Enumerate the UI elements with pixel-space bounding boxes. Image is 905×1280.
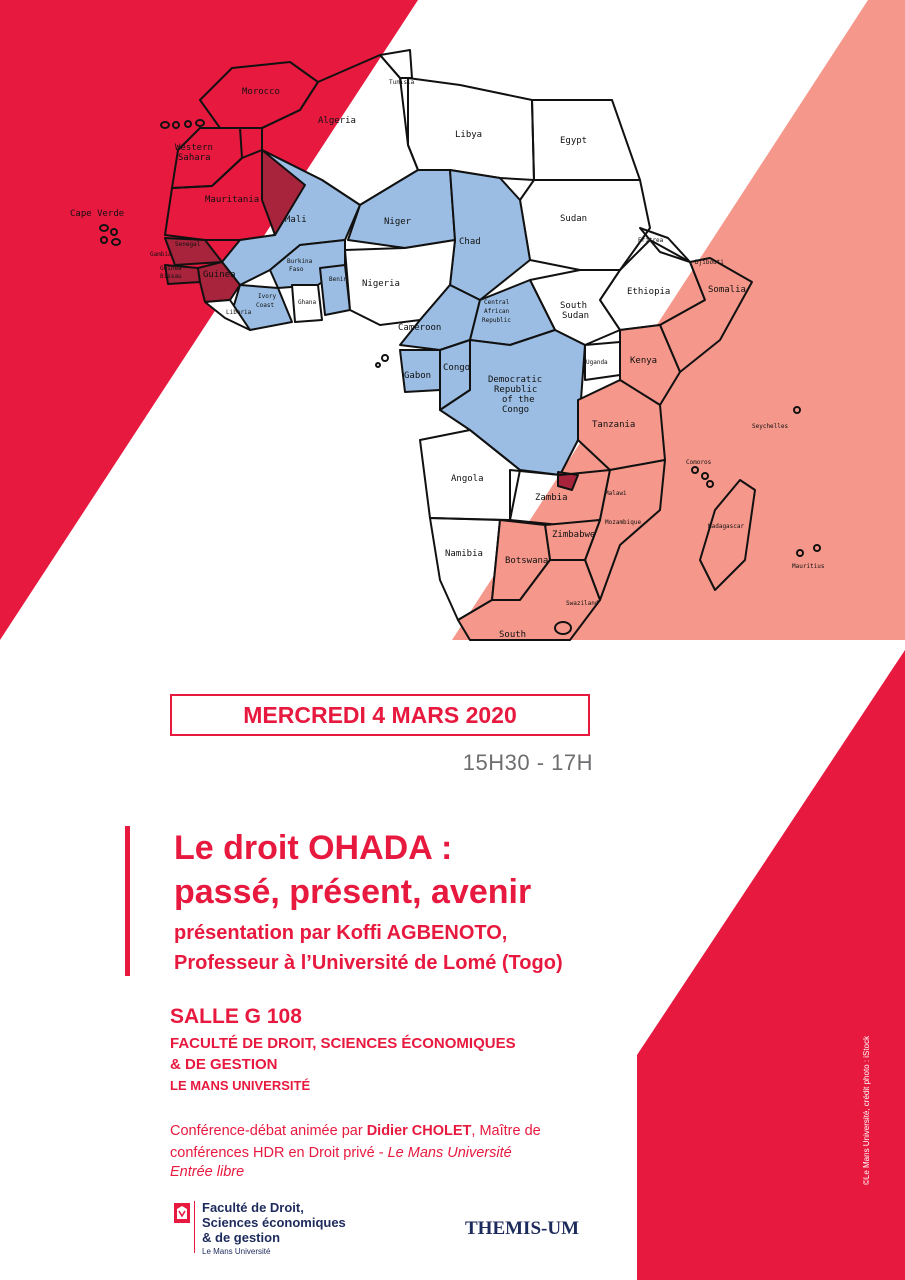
event-title <box>174 826 694 914</box>
room: SALLE G 108 <box>170 1005 302 1028</box>
label-chad: Chad <box>459 237 481 247</box>
title-line-1: Le droit OHADA : <box>174 829 453 867</box>
event-date-box <box>170 694 590 736</box>
entry-free: Entrée libre <box>170 1164 245 1180</box>
university-name: LE MANS UNIVERSITÉ <box>170 1078 311 1093</box>
label-eritrea: Eritrea <box>638 237 664 244</box>
themis-logo: THEMIS-UM <box>465 1218 579 1239</box>
label-mali: Mali <box>285 215 307 225</box>
label-gabon: Gabon <box>404 371 432 381</box>
faculty-name <box>170 1033 590 1075</box>
photo-credit: ©Le Mans Université, crédit photo : iStock <box>862 1035 871 1185</box>
label-cameroon: Cameroon <box>398 323 442 333</box>
label-somalia: Somalia <box>708 285 746 295</box>
logo-line-2: Sciences économiques <box>202 1215 346 1230</box>
label-djibouti: Djibouti <box>695 259 724 266</box>
label-guinea-bissau-2: Bissau <box>160 273 182 280</box>
label-guinea: Guinea <box>203 270 236 280</box>
label-swaziland: Swaziland <box>566 600 599 607</box>
label-drc-3: of the <box>502 395 535 405</box>
faculty-logo-icon <box>174 1201 190 1253</box>
label-malawi: Malawi <box>605 490 627 497</box>
label-drc-2: Republic <box>494 385 538 395</box>
event-time: 15H30 - 17H <box>462 750 593 775</box>
label-western-sahara-2: Sahara <box>178 153 211 163</box>
label-botswana: Botswana <box>505 556 549 566</box>
faculty-line-1: FACULTÉ DE DROIT, SCIENCES ÉCONOMIQUES <box>170 1035 516 1052</box>
presenter-line-2: Professeur à l’Université de Lomé (Togo) <box>174 952 563 974</box>
red-top-left-triangle <box>0 0 418 640</box>
label-seychelles: Seychelles <box>752 423 789 430</box>
label-nigeria: Nigeria <box>362 279 400 289</box>
label-western-sahara-1: Western <box>175 143 213 153</box>
label-cape-verde: Cape Verde <box>70 209 125 219</box>
label-zambia: Zambia <box>535 493 568 503</box>
label-south-sudan-1: South <box>560 301 588 311</box>
label-sudan: Sudan <box>560 214 588 224</box>
label-car-2: African <box>484 308 510 315</box>
label-mauritania: Mauritania <box>205 195 260 205</box>
label-congo: Congo <box>443 363 471 373</box>
label-ivory-1: Ivory <box>258 293 277 300</box>
label-south: South <box>499 630 527 640</box>
label-drc-4: Congo <box>502 405 530 415</box>
label-ethiopia: Ethiopia <box>627 287 671 297</box>
label-kenya: Kenya <box>630 356 658 366</box>
map-sudan <box>520 180 650 270</box>
map-tunisia <box>380 50 412 78</box>
label-mauritius: Mauritius <box>792 563 825 570</box>
moderator-university: Le Mans Université <box>387 1145 512 1161</box>
map-libya <box>408 78 534 180</box>
map-chad <box>450 170 530 300</box>
label-liberia: Liberia <box>226 309 252 316</box>
label-car-3: Republic <box>482 317 511 324</box>
label-egypt: Egypt <box>560 136 588 146</box>
label-gambia: Gambia <box>150 251 172 258</box>
moderator-name: Didier CHOLET <box>366 1123 472 1139</box>
logo-line-1: Faculté de Droit, <box>202 1200 304 1215</box>
presenter-line-1: présentation par Koffi AGBENOTO, <box>174 922 508 944</box>
label-algeria: Algeria <box>318 116 356 126</box>
label-niger: Niger <box>384 217 412 227</box>
label-drc-1: Democratic <box>488 375 543 385</box>
event-presenter <box>174 918 694 978</box>
label-benin: Benin <box>329 276 348 283</box>
moderator-line-2: conférences HDR en Droit privé - <box>170 1145 388 1161</box>
label-zimbabwe: Zimbabwe <box>552 530 596 540</box>
label-madagascar: Madagascar <box>708 523 745 530</box>
label-ivory-2: Coast <box>256 302 275 309</box>
label-tanzania: Tanzania <box>592 420 636 430</box>
label-tunisia: Tunisia <box>389 79 415 86</box>
moderator-info <box>170 1120 570 1164</box>
label-senegal: Senegal <box>175 241 201 248</box>
event-date: MERCREDI 4 MARS 2020 <box>243 701 517 728</box>
moderator-prefix: Conférence-débat animée par <box>170 1123 367 1139</box>
label-namibia: Namibia <box>445 549 483 559</box>
logo-line-3: & de gestion <box>202 1230 281 1245</box>
map-niger <box>348 170 455 248</box>
faculty-logo-text <box>202 1200 346 1245</box>
label-libya: Libya <box>455 130 483 140</box>
label-ghana: Ghana <box>298 299 317 306</box>
label-burkina-1: Burkina <box>287 258 313 265</box>
label-guinea-bissau-1: Guinea <box>160 265 182 272</box>
moderator-suffix: , Maître de <box>471 1123 541 1139</box>
title-line-2: passé, présent, avenir <box>174 873 532 911</box>
map-togo-benin <box>320 265 350 315</box>
faculty-line-2: & DE GESTION <box>170 1056 278 1073</box>
label-morocco: Morocco <box>242 87 280 97</box>
title-accent-bar <box>125 826 130 976</box>
logo-divider <box>194 1201 195 1253</box>
label-burkina-2: Faso <box>289 266 304 273</box>
label-car-1: Central <box>484 299 510 306</box>
label-mozambique: Mozambique <box>605 519 642 526</box>
label-angola: Angola <box>451 474 484 484</box>
label-uganda: Uganda <box>586 359 608 366</box>
label-south-sudan-2: Sudan <box>562 311 590 321</box>
faculty-logo-university: Le Mans Université <box>202 1247 271 1256</box>
label-comoros: Comoros <box>686 459 712 466</box>
